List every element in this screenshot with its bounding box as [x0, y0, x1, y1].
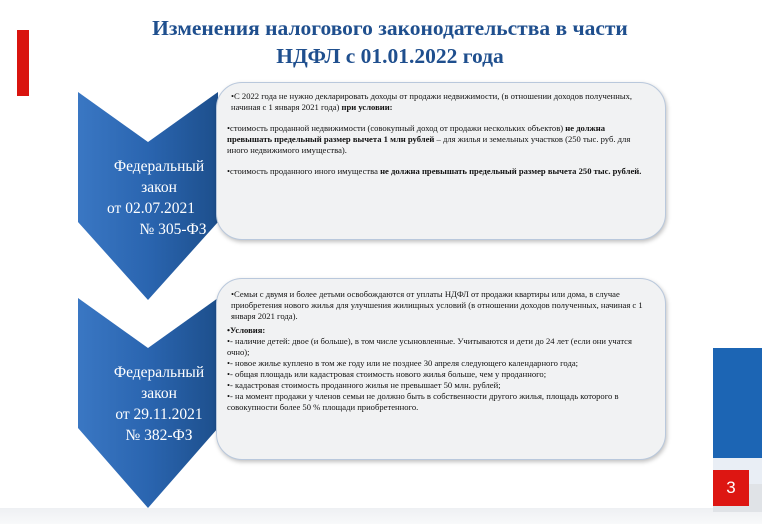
decor-stripe-blue — [713, 348, 762, 458]
law-card-bullet-1: •стоимость проданной недвижимости (совокупный доход от продажи нескольких объектов) не должна превышать предельный размер вычета 1 млн рублей – для жилья и земельных участков (250 тыс. руб. для иного недвижимого имущества). — [227, 123, 631, 155]
condition-text: - общая площадь или кадастровая стоимость нового жилья больше, чем у проданного; — [230, 369, 547, 379]
slide-title-line-2: НДФЛ с 01.01.2022 года — [276, 44, 504, 68]
slide-title — [60, 14, 720, 70]
conditions-label: Условия: — [230, 325, 266, 335]
condition-item: •- наличие детей: двое (и больше), в том числе усыновленные. Учитываются и дети до 24 лет (если они учатся очно); — [227, 336, 632, 357]
law-label-line: Федеральный — [113, 158, 205, 175]
law-label-line: Федеральный — [113, 364, 205, 381]
bullet-1-bold: не должна превышать предельный размер вычета 1 млн рублей — [227, 123, 606, 144]
bullet-1-text: стоимость проданной недвижимости (совокупный доход от продажи нескольких объектов) — [230, 123, 564, 133]
bullet-2-text: стоимость проданного иного имущества — [230, 166, 378, 176]
law-label-382 — [78, 362, 218, 446]
slide-title-line-1: Изменения налогового законодательства в части — [152, 16, 628, 40]
condition-item: •- новое жилье куплено в том же году или не позднее 30 апреля следующего календарного года; — [227, 358, 579, 368]
accent-bar-red — [17, 30, 29, 96]
intro-condition: при условии: — [341, 102, 393, 112]
law-chevron-305 — [78, 92, 218, 300]
law-card-bullet-2: •стоимость проданного иного имущества не должна превышать предельный размер вычета 250 тыс. рублей. — [227, 166, 642, 176]
law-card-intro: •Семьи с двумя и более детьми освобождаются от уплаты НДФЛ от продажи квартиры или дома, в случае приобретения нового жилья для улучшения жилищных условий (в отношении доходов полученных, начиная с 1 января 2021 года). — [231, 289, 643, 321]
law-label-line: от 29.11.2021 — [115, 406, 203, 423]
condition-item: •- общая площадь или кадастровая стоимость нового жилья больше, чем у проданного; — [227, 369, 547, 379]
law-label-305 — [78, 156, 218, 240]
law-card-382-text — [227, 289, 647, 413]
bullet-2-bold: не должна превышать предельный размер вычета 250 тыс. рублей. — [380, 166, 642, 176]
condition-text: - новое жилье куплено в том же году или не позднее 30 апреля следующего календарного года; — [230, 358, 579, 368]
law-label-line: № 305-ФЗ — [139, 221, 207, 238]
bullet-1-post: – для жилья и земельных участков (250 тыс. руб. для иного недвижимого имущества). — [227, 134, 631, 155]
condition-item: •- на момент продажи у членов семьи не должно быть в собственности другого жилья, площадь которого в совокупности более 50 % площади приобретенного. — [227, 391, 619, 412]
intro-text: Семьи с двумя и более детьми освобождаются от уплаты НДФЛ от продажи квартиры или дома, в случае приобретения нового жилья для улучшения жилищных условий (в отношении доходов полученных, начиная с 1 января 2021 года). — [231, 289, 643, 321]
bottom-shadow-band — [0, 508, 762, 524]
law-card-305 — [216, 82, 666, 240]
law-label-line: закон — [141, 179, 177, 196]
law-card-382 — [216, 278, 666, 460]
page-number-badge: 3 — [713, 470, 749, 506]
law-card-305-text — [227, 91, 647, 177]
intro-text: С 2022 года не нужно декларировать доходы от продажи недвижимости, (в отношении доходов полученных, начиная с 1 января 2021 года) — [231, 91, 633, 112]
law-chevron-382 — [78, 298, 218, 508]
conditions-heading: •Условия: — [227, 325, 266, 335]
law-card-intro: •С 2022 года не нужно декларировать доходы от продажи недвижимости, (в отношении доходов полученных, начиная с 1 января 2021 года) при условии: — [231, 91, 633, 112]
condition-item: •- кадастровая стоимость проданного жилья не превышает 50 млн. рублей; — [227, 380, 501, 390]
condition-text: - на момент продажи у членов семьи не должно быть в собственности другого жилья, площадь которого в совокупности более 50 % площади приобретенного. — [227, 391, 619, 412]
condition-text: - кадастровая стоимость проданного жилья не превышает 50 млн. рублей; — [230, 380, 501, 390]
law-label-line: от 02.07.2021 — [107, 200, 195, 217]
condition-text: - наличие детей: двое (и больше), в том числе усыновленные. Учитываются и дети до 24 лет (если они учатся очно); — [227, 336, 632, 357]
law-label-line: закон — [141, 385, 177, 402]
law-label-line: № 382-ФЗ — [125, 427, 193, 444]
